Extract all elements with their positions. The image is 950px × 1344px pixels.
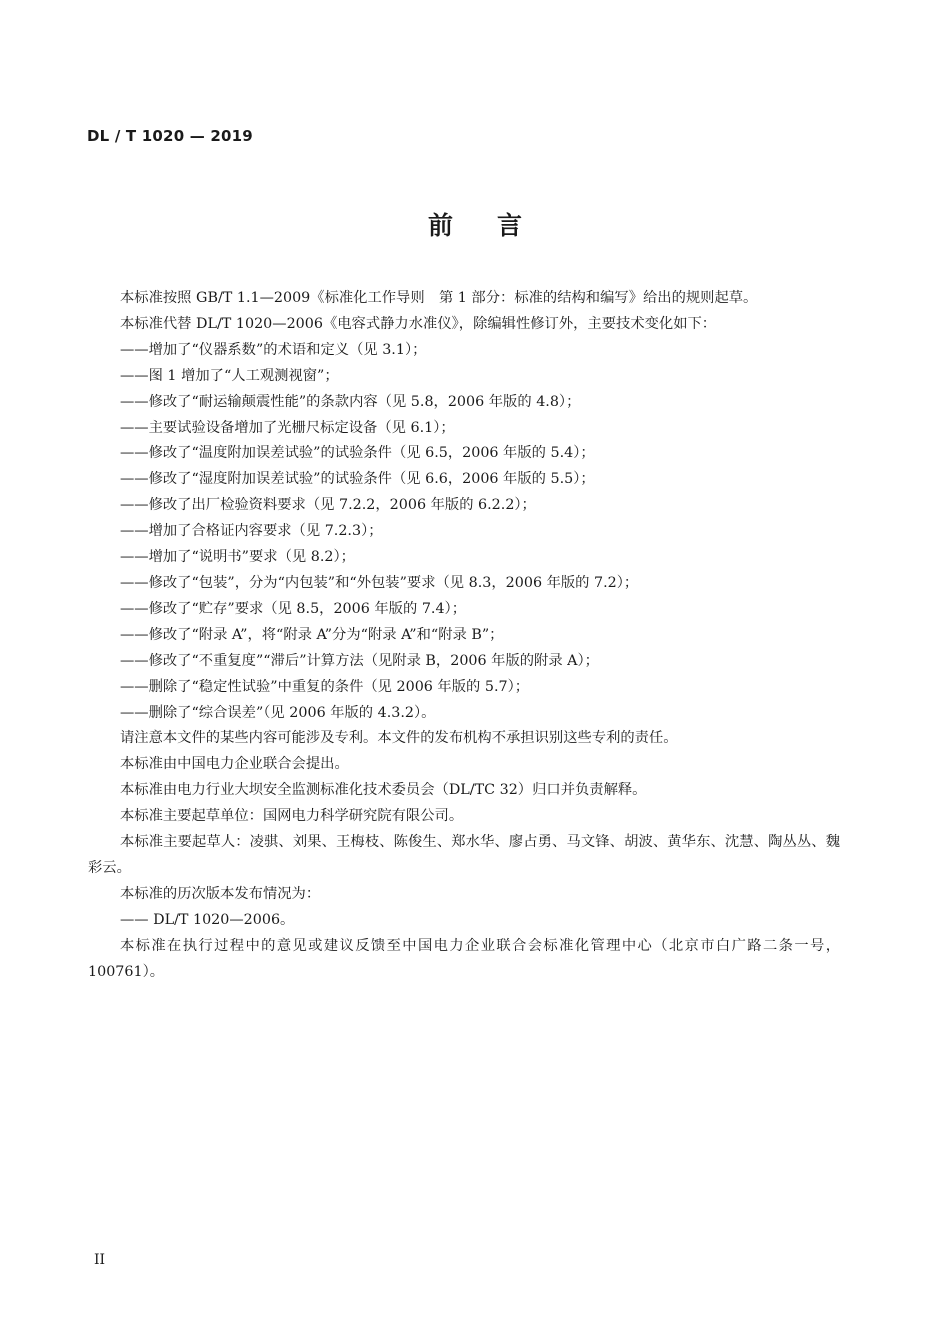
change-item: ——修改了“包装”，分为“内包装”和“外包装”要求（见 8.3，2006 年版的 7.2）； (120, 574, 639, 591)
change-item: ——修改了“温度附加误差试验”的试验条件（见 6.5，2006 年版的 5.4）； (120, 445, 595, 462)
title-char-2: 言 (497, 211, 523, 240)
change-item: ——修改了“贮存”要求（见 8.5，2006 年版的 7.4）； (120, 600, 467, 617)
change-item: ——修改了“不重复度”“滞后”计算方法（见附录 B，2006 年版的附录 A）； (120, 652, 599, 669)
change-item: ——修改了“湿度附加误差试验”的试验条件（见 6.6，2006 年版的 5.5）； (120, 471, 595, 488)
paragraph-feedback: 本标准在执行过程中的意见或建议反馈至中国电力企业联合会标准化管理中心（北京市白广路二条一号，100761）。 (88, 937, 840, 980)
change-item: ——主要试验设备增加了光栅尺标定设备（见 6.1）； (120, 419, 455, 436)
paragraph-proposer: 本标准由中国电力企业联合会提出。 (120, 756, 349, 773)
change-item: ——删除了“综合误差”（见 2006 年版的 4.3.2）。 (120, 704, 436, 721)
title-char-1: 前 (427, 211, 453, 240)
paragraph-drafting-unit: 本标准主要起草单位：国网电力科学研究院有限公司。 (120, 808, 464, 825)
paragraph-replaces: 本标准代替 DL/T 1020—2006《电容式静力水准仪》，除编辑性修订外，主要技术变化如下： (120, 315, 717, 332)
paragraph-history-intro: 本标准的历次版本发布情况为： (120, 885, 321, 902)
paragraph-drafters: 本标准主要起草人：凌骐、刘果、王梅枝、陈俊生、郑水华、廖占勇、马文锋、胡波、黄华东、沈慧、陶丛丛、魏彩云。 (88, 834, 840, 876)
standard-code-header: DL / T 1020 — 2019 (87, 127, 253, 145)
change-item: ——删除了“稳定性试验”中重复的条件（见 2006 年版的 5.7）； (120, 678, 530, 695)
paragraph-drafting-rules: 本标准按照 GB/T 1.1—2009《标准化工作导则 第 1 部分：标准的结构和编写》给出的规则起草。 (120, 290, 758, 306)
change-item: ——增加了合格证内容要求（见 7.2.3）； (120, 523, 383, 540)
change-item: ——修改了“附录 A”，将“附录 A”分为“附录 A”和“附录 B”； (120, 626, 504, 643)
change-item: ——修改了出厂检验资料要求（见 7.2.2，2006 年版的 6.2.2）； (120, 497, 536, 514)
change-item: ——增加了“说明书”要求（见 8.2）； (120, 549, 355, 566)
paragraph-committee: 本标准由电力行业大坝安全监测标准化技术委员会（DL/TC 32）归口并负责解释。 (120, 782, 647, 799)
change-item: ——增加了“仪器系数”的术语和定义（见 3.1）； (120, 341, 427, 358)
change-item: ——修改了“耐运输颠震性能”的条款内容（见 5.8，2006 年版的 4.8）； (120, 393, 581, 410)
paragraph-patent-notice: 请注意本文件的某些内容可能涉及专利。本文件的发布机构不承担识别这些专利的责任。 (120, 730, 678, 747)
paragraph-history-item: —— DL/T 1020—2006。 (120, 911, 295, 928)
change-item: ——图 1 增加了“人工观测视窗”； (120, 367, 339, 384)
foreword-body (88, 286, 840, 985)
page-title (0, 206, 950, 242)
page-number: II (94, 1252, 106, 1268)
